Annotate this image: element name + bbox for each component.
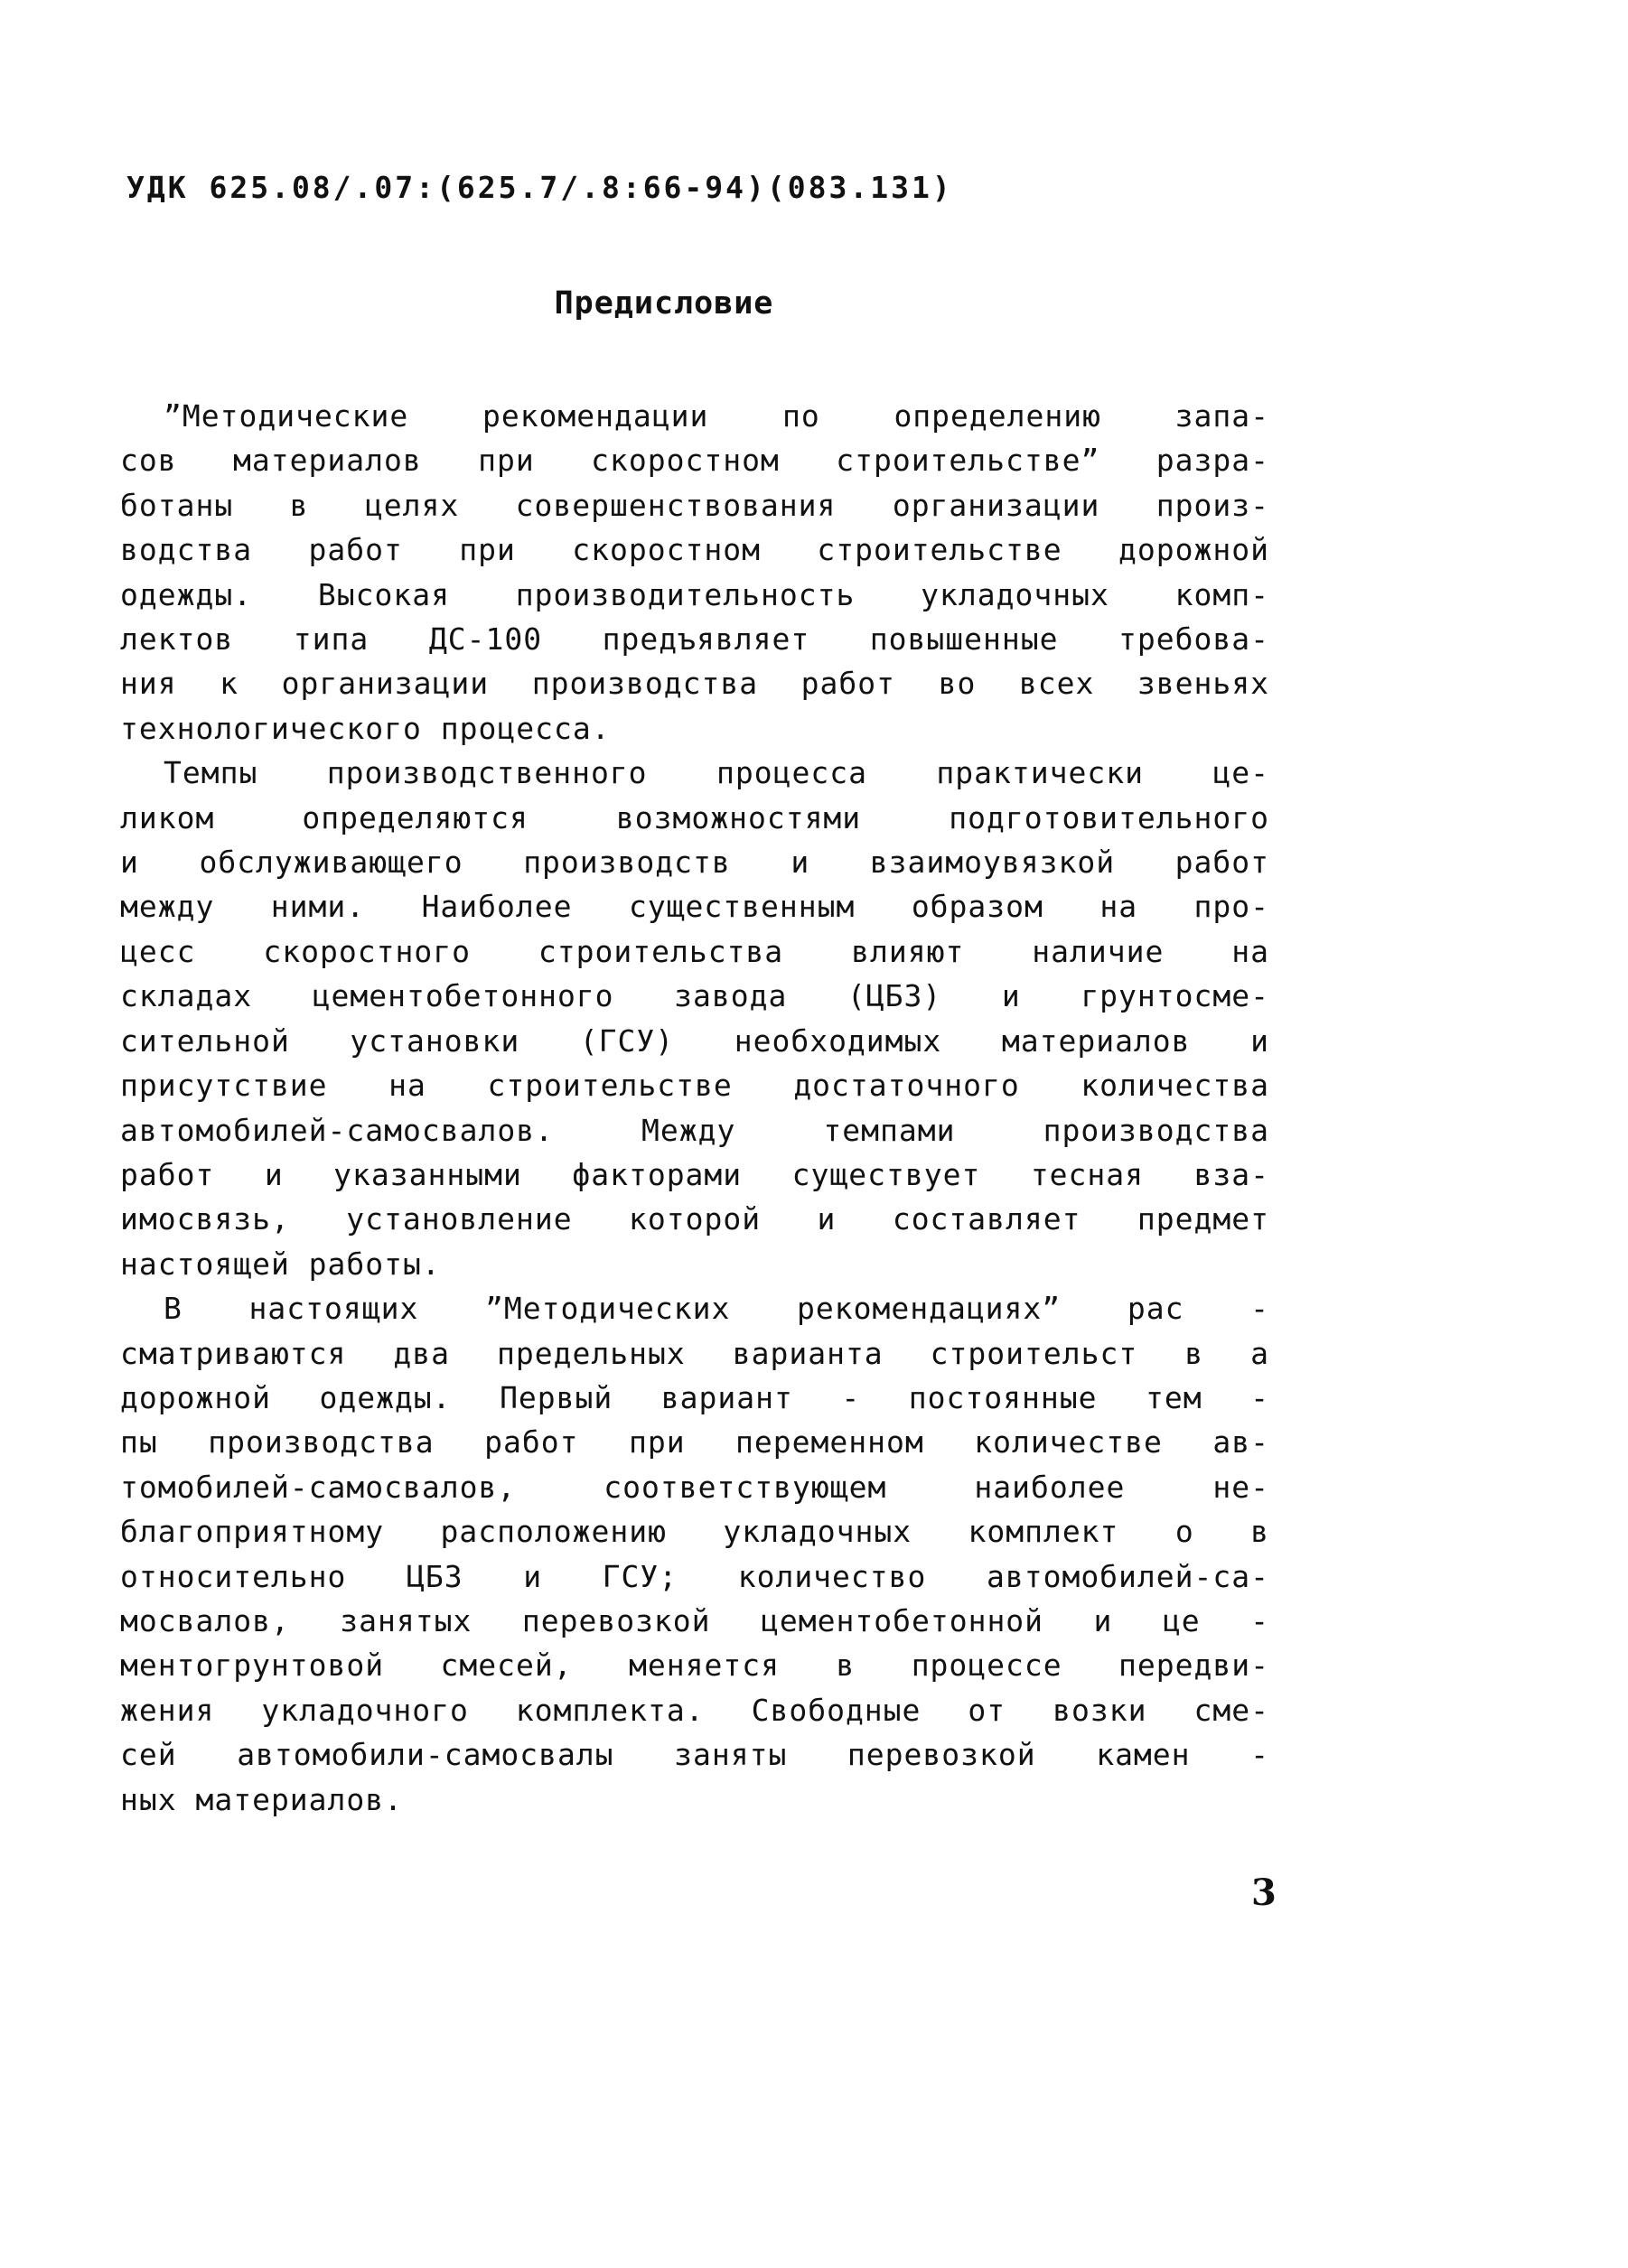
text-line: автомобилей-самосвалов. Между темпами производства	[120, 1112, 1269, 1148]
text-line: Темпы производственного процесса практически це-	[164, 755, 1269, 791]
text-line: сей автомобили-самосвалы заняты перевозкой камен -	[120, 1737, 1269, 1773]
document-body	[120, 394, 1269, 1822]
udc-classification-line: УДК 625.08/.07:(625.7/.8:66-94)(083.131)	[126, 170, 953, 205]
text-line: водства работ при скоростном строительстве дорожной	[120, 532, 1269, 568]
paragraph	[120, 1286, 1269, 1822]
text-line: работ и указанными факторами существует тесная вза-	[120, 1156, 1269, 1192]
text-line: ”Методические рекомендации по определению запа-	[164, 398, 1269, 434]
text-line: пы производства работ при переменном количестве ав-	[120, 1424, 1269, 1461]
page-number: 3	[1251, 1871, 1277, 1914]
text-line: сительной установки (ГСУ) необходимых материалов и	[120, 1022, 1269, 1059]
text-line: томобилей-самосвалов, соответствующем наиболее не-	[120, 1469, 1269, 1505]
text-line: лектов типа ДС-100 предъявляет повышенные требова-	[120, 621, 1269, 658]
text-line: ния к организации производства работ во всех звеньях	[120, 666, 1269, 702]
text-line: относительно ЦБЗ и ГСУ; количество автомобилей-са-	[120, 1558, 1269, 1594]
text-line: имосвязь, установление которой и составляет предмет	[120, 1201, 1269, 1237]
paragraph	[120, 751, 1269, 1286]
text-line: В настоящих ”Методических рекомендациях” рас -	[164, 1291, 1269, 1327]
text-line: цесс скоростного строительства влияют наличие на	[120, 933, 1269, 969]
text-line: благоприятному расположению укладочных комплект о в	[120, 1514, 1269, 1550]
text-line: и обслуживающего производств и взаимоувязкой работ	[120, 845, 1269, 881]
text-line: жения укладочного комплекта. Свободные от возки сме-	[120, 1692, 1269, 1728]
text-line: одежды. Высокая производительность укладочных комп-	[120, 576, 1269, 612]
text-line: сов материалов при скоростном строительстве” разра-	[120, 443, 1269, 479]
text-line: складах цементобетонного завода (ЦБЗ) и грунтосме-	[120, 978, 1269, 1014]
text-line: между ними. Наиболее существенным образом на про-	[120, 889, 1269, 925]
text-line: ментогрунтовой смесей, меняется в процессе передви-	[120, 1647, 1269, 1684]
text-line: сматриваются два предельных варианта строительст в а	[120, 1335, 1269, 1371]
text-line: ных материалов.	[120, 1781, 404, 1817]
text-line: дорожной одежды. Первый вариант - постоянные тем -	[120, 1379, 1269, 1415]
paragraph	[120, 394, 1269, 751]
text-line: присутствие на строительстве достаточного количества	[120, 1068, 1269, 1104]
page-title: Предисловие	[554, 285, 774, 322]
text-line: технологического процесса.	[120, 710, 611, 746]
text-line: мосвалов, занятых перевозкой цементобетонной и це -	[120, 1602, 1269, 1638]
text-line: настоящей работы.	[120, 1246, 441, 1282]
text-line: ботаны в целях совершенствования организации произ-	[120, 487, 1269, 523]
text-line: ликом определяются возможностями подготовительного	[120, 799, 1269, 835]
